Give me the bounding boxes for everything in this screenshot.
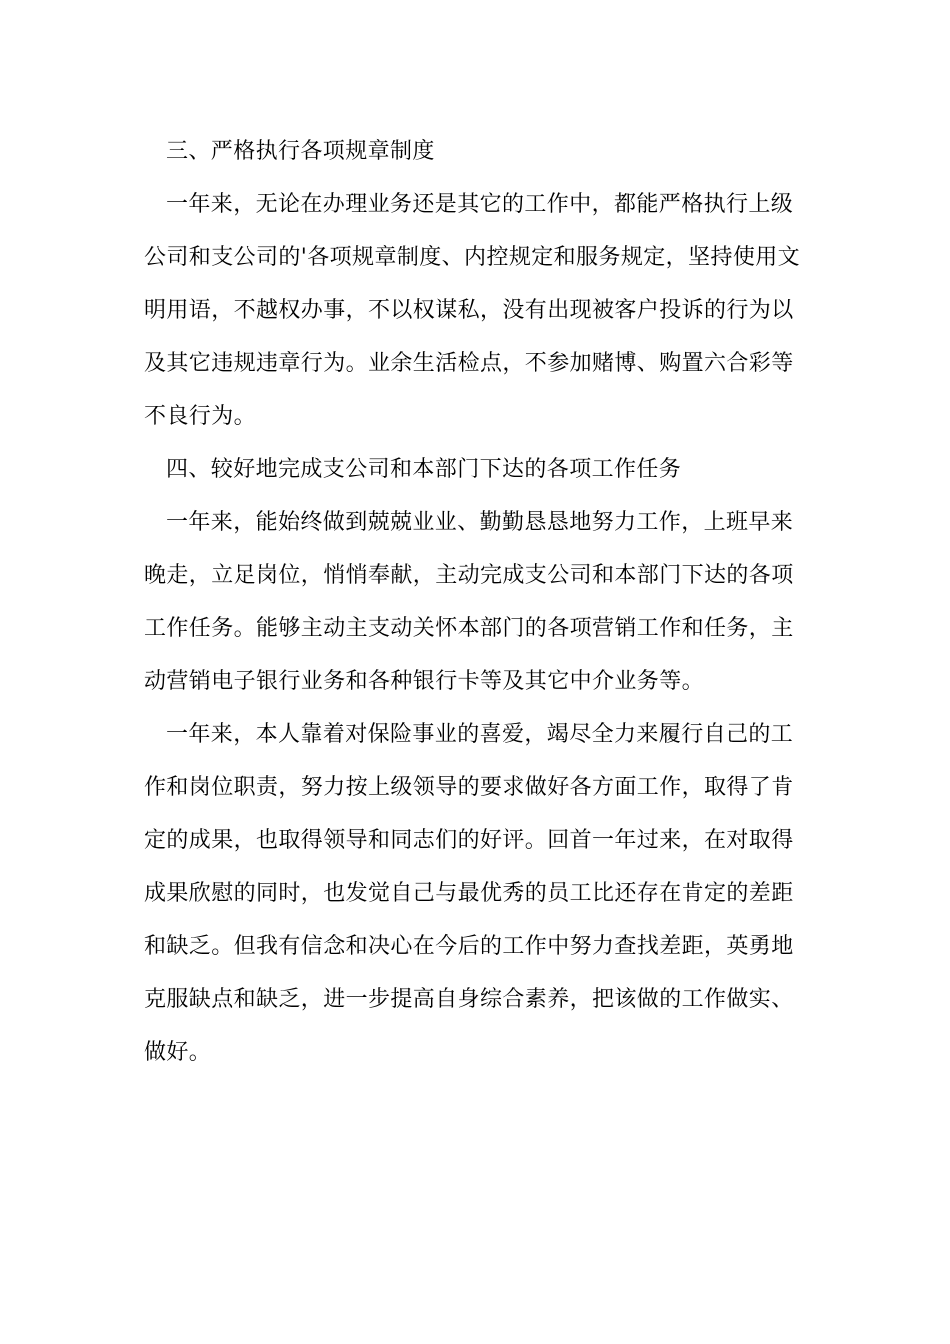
- document-body: [144, 125, 808, 1079]
- paragraph-summary: 一年来，本人靠着对保险事业的喜爱，竭尽全力来履行自己的工作和岗位职责，努力按上级领导的要求做好各方面工作，取得了肯定的成果，也取得领导和同志们的好评。回首一年过来，在对取得成果欣慰的同时，也发觉自己与最优秀的员工比还存在肯定的差距和缺乏。但我有信念和决心在今后的工作中努力查找差距，英勇地克服缺点和缺乏，进一步提高自身综合素养，把该做的工作做实、做好。: [144, 722, 794, 1065]
- paragraph-tasks: 一年来，能始终做到兢兢业业、勤勤恳恳地努力工作，上班早来晚走，立足岗位，悄悄奉献，主动完成支公司和本部门下达的各项工作任务。能够主动主支动关怀本部门的各项营销工作和任务，主动营销电子银行业务和各种银行卡等及其它中介业务等。: [144, 510, 794, 694]
- section-heading-4: 四、较好地完成支公司和本部门下达的各项工作任务: [166, 457, 682, 482]
- paragraph-regulations: 一年来，无论在办理业务还是其它的工作中，都能严格执行上级公司和支公司的'各项规章制度、内控规定和服务规定，坚持使用文明用语，不越权办事，不以权谋私，没有出现被客户投诉的行为以及其它违规违章行为。业余生活检点，不参加赌博、购置六合彩等不良行为。: [144, 192, 801, 429]
- section-heading-3: 三、严格执行各项规章制度: [166, 139, 435, 164]
